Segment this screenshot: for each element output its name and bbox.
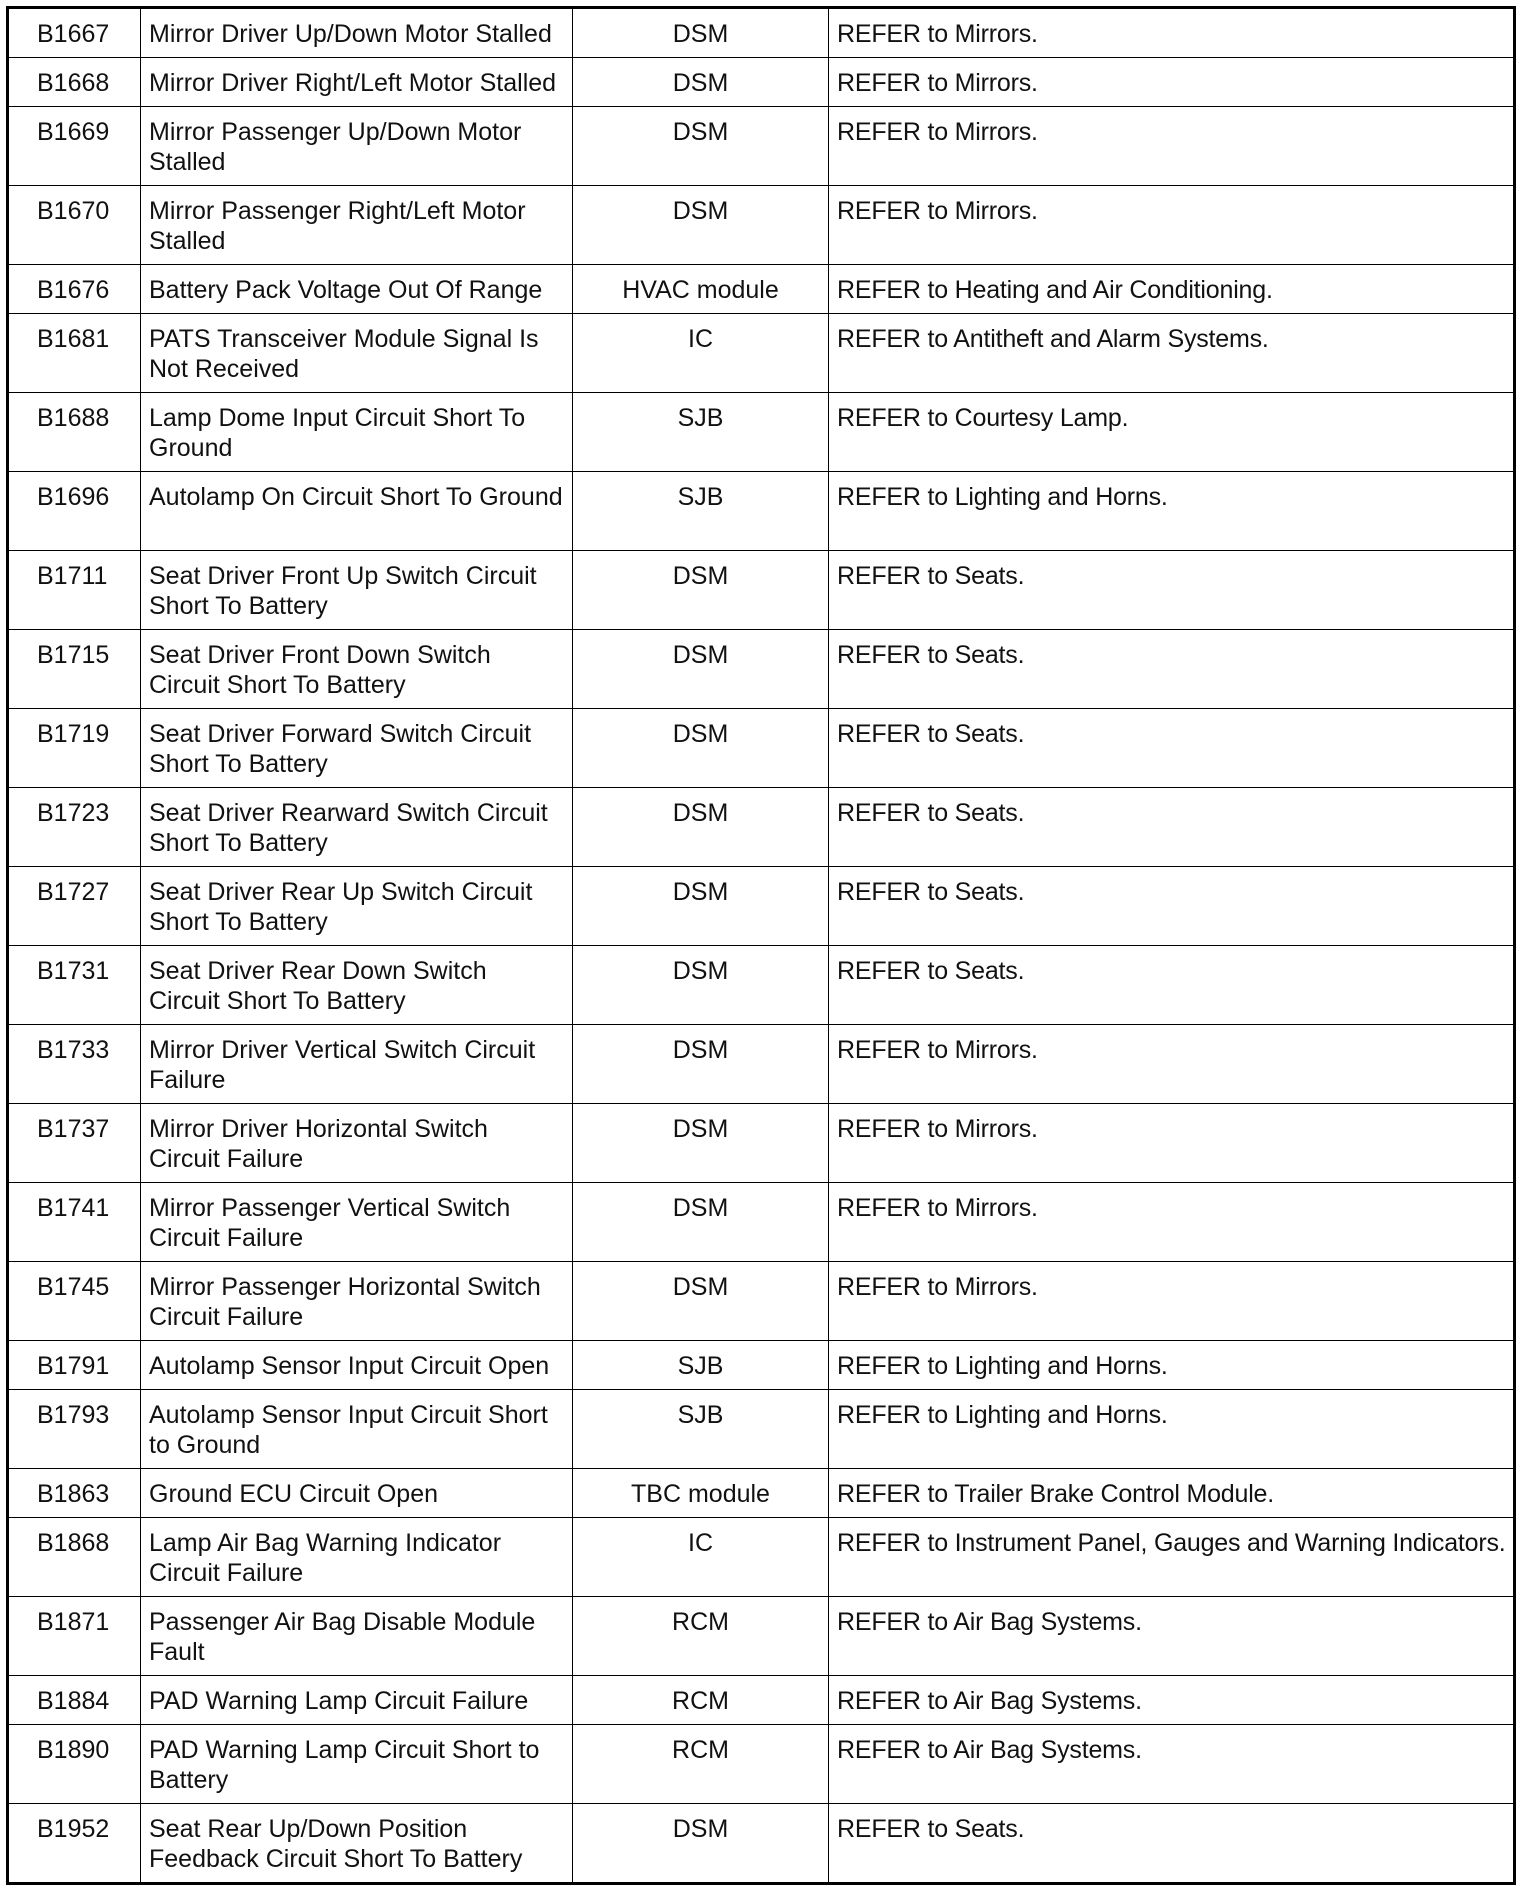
dtc-action-cell: REFER to Mirrors.: [829, 1104, 1515, 1183]
dtc-action-cell: REFER to Lighting and Horns.: [829, 1390, 1515, 1469]
dtc-code-cell: B1884: [8, 1676, 141, 1725]
dtc-code-cell: B1719: [8, 709, 141, 788]
table-row: [8, 1341, 1515, 1390]
table-row: [8, 265, 1515, 314]
dtc-module-cell: RCM: [573, 1597, 829, 1676]
dtc-action-cell: REFER to Air Bag Systems.: [829, 1725, 1515, 1804]
table-row: [8, 472, 1515, 551]
dtc-action-cell: REFER to Courtesy Lamp.: [829, 393, 1515, 472]
dtc-code-cell: B1793: [8, 1390, 141, 1469]
dtc-description-cell: Mirror Passenger Horizontal Switch Circuit Failure: [141, 1262, 573, 1341]
dtc-code-cell: B1723: [8, 788, 141, 867]
dtc-description-cell: Seat Driver Front Down Switch Circuit Short To Battery: [141, 630, 573, 709]
dtc-code-cell: B1727: [8, 867, 141, 946]
table-row: [8, 867, 1515, 946]
dtc-description-cell: Mirror Driver Up/Down Motor Stalled: [141, 8, 573, 58]
dtc-code-cell: B1741: [8, 1183, 141, 1262]
dtc-table: [6, 6, 1516, 1885]
dtc-code-cell: B1863: [8, 1469, 141, 1518]
dtc-description-cell: PATS Transceiver Module Signal Is Not Received: [141, 314, 573, 393]
dtc-code-cell: B1668: [8, 58, 141, 107]
table-row: [8, 393, 1515, 472]
dtc-code-cell: B1890: [8, 1725, 141, 1804]
dtc-action-cell: REFER to Seats.: [829, 867, 1515, 946]
dtc-description-cell: Autolamp On Circuit Short To Ground: [141, 472, 573, 551]
dtc-code-cell: B1731: [8, 946, 141, 1025]
dtc-description-cell: Mirror Driver Right/Left Motor Stalled: [141, 58, 573, 107]
dtc-module-cell: RCM: [573, 1725, 829, 1804]
table-row: [8, 1518, 1515, 1597]
dtc-code-cell: B1676: [8, 265, 141, 314]
table-row: [8, 1676, 1515, 1725]
dtc-code-cell: B1791: [8, 1341, 141, 1390]
dtc-description-cell: Lamp Dome Input Circuit Short To Ground: [141, 393, 573, 472]
dtc-module-cell: DSM: [573, 1804, 829, 1884]
dtc-action-cell: REFER to Mirrors.: [829, 58, 1515, 107]
dtc-action-cell: REFER to Seats.: [829, 788, 1515, 867]
table-row: [8, 1597, 1515, 1676]
table-row: [8, 630, 1515, 709]
dtc-module-cell: DSM: [573, 186, 829, 265]
dtc-module-cell: SJB: [573, 472, 829, 551]
dtc-module-cell: TBC module: [573, 1469, 829, 1518]
dtc-description-cell: Ground ECU Circuit Open: [141, 1469, 573, 1518]
dtc-action-cell: REFER to Instrument Panel, Gauges and Warning Indicators.: [829, 1518, 1515, 1597]
dtc-code-cell: B1745: [8, 1262, 141, 1341]
dtc-module-cell: DSM: [573, 1104, 829, 1183]
dtc-code-cell: B1715: [8, 630, 141, 709]
dtc-description-cell: Seat Driver Rear Up Switch Circuit Short To Battery: [141, 867, 573, 946]
dtc-code-cell: B1681: [8, 314, 141, 393]
dtc-code-cell: B1696: [8, 472, 141, 551]
dtc-module-cell: SJB: [573, 1341, 829, 1390]
dtc-description-cell: Seat Driver Forward Switch Circuit Short To Battery: [141, 709, 573, 788]
dtc-description-cell: Mirror Driver Vertical Switch Circuit Failure: [141, 1025, 573, 1104]
table-row: [8, 1262, 1515, 1341]
dtc-action-cell: REFER to Heating and Air Conditioning.: [829, 265, 1515, 314]
table-row: [8, 1725, 1515, 1804]
table-row: [8, 709, 1515, 788]
dtc-module-cell: DSM: [573, 709, 829, 788]
dtc-module-cell: DSM: [573, 58, 829, 107]
dtc-description-cell: Seat Rear Up/Down Position Feedback Circuit Short To Battery: [141, 1804, 573, 1884]
dtc-description-cell: PAD Warning Lamp Circuit Failure: [141, 1676, 573, 1725]
table-row: [8, 1804, 1515, 1884]
dtc-description-cell: Mirror Passenger Right/Left Motor Stalled: [141, 186, 573, 265]
dtc-action-cell: REFER to Lighting and Horns.: [829, 472, 1515, 551]
dtc-module-cell: SJB: [573, 1390, 829, 1469]
dtc-action-cell: REFER to Lighting and Horns.: [829, 1341, 1515, 1390]
dtc-action-cell: REFER to Seats.: [829, 551, 1515, 630]
dtc-module-cell: DSM: [573, 107, 829, 186]
dtc-code-cell: B1952: [8, 1804, 141, 1884]
dtc-action-cell: REFER to Air Bag Systems.: [829, 1676, 1515, 1725]
dtc-module-cell: DSM: [573, 1025, 829, 1104]
dtc-description-cell: Mirror Passenger Up/Down Motor Stalled: [141, 107, 573, 186]
dtc-module-cell: RCM: [573, 1676, 829, 1725]
table-row: [8, 8, 1515, 58]
dtc-description-cell: Mirror Passenger Vertical Switch Circuit Failure: [141, 1183, 573, 1262]
table-row: [8, 1469, 1515, 1518]
dtc-action-cell: REFER to Mirrors.: [829, 8, 1515, 58]
dtc-action-cell: REFER to Mirrors.: [829, 107, 1515, 186]
dtc-action-cell: REFER to Air Bag Systems.: [829, 1597, 1515, 1676]
table-row: [8, 186, 1515, 265]
dtc-description-cell: Seat Driver Rearward Switch Circuit Short To Battery: [141, 788, 573, 867]
table-row: [8, 107, 1515, 186]
dtc-module-cell: DSM: [573, 1262, 829, 1341]
dtc-action-cell: REFER to Mirrors.: [829, 1183, 1515, 1262]
dtc-code-cell: B1868: [8, 1518, 141, 1597]
dtc-description-cell: Seat Driver Rear Down Switch Circuit Short To Battery: [141, 946, 573, 1025]
dtc-code-cell: B1871: [8, 1597, 141, 1676]
dtc-module-cell: DSM: [573, 551, 829, 630]
dtc-code-cell: B1688: [8, 393, 141, 472]
dtc-module-cell: DSM: [573, 946, 829, 1025]
table-row: [8, 1390, 1515, 1469]
table-row: [8, 1104, 1515, 1183]
dtc-description-cell: Lamp Air Bag Warning Indicator Circuit Failure: [141, 1518, 573, 1597]
dtc-description-cell: Seat Driver Front Up Switch Circuit Short To Battery: [141, 551, 573, 630]
dtc-action-cell: REFER to Seats.: [829, 946, 1515, 1025]
dtc-action-cell: REFER to Mirrors.: [829, 186, 1515, 265]
dtc-code-cell: B1733: [8, 1025, 141, 1104]
dtc-description-cell: Battery Pack Voltage Out Of Range: [141, 265, 573, 314]
dtc-module-cell: IC: [573, 1518, 829, 1597]
dtc-code-cell: B1670: [8, 186, 141, 265]
table-row: [8, 1183, 1515, 1262]
dtc-description-cell: Autolamp Sensor Input Circuit Short to Ground: [141, 1390, 573, 1469]
dtc-table-body: [8, 8, 1515, 1884]
dtc-action-cell: REFER to Seats.: [829, 709, 1515, 788]
dtc-module-cell: DSM: [573, 788, 829, 867]
dtc-code-cell: B1669: [8, 107, 141, 186]
dtc-module-cell: HVAC module: [573, 265, 829, 314]
dtc-code-cell: B1737: [8, 1104, 141, 1183]
dtc-action-cell: REFER to Antitheft and Alarm Systems.: [829, 314, 1515, 393]
dtc-module-cell: SJB: [573, 393, 829, 472]
dtc-module-cell: IC: [573, 314, 829, 393]
dtc-action-cell: REFER to Mirrors.: [829, 1262, 1515, 1341]
dtc-code-cell: B1667: [8, 8, 141, 58]
dtc-action-cell: REFER to Seats.: [829, 630, 1515, 709]
table-row: [8, 1025, 1515, 1104]
table-row: [8, 314, 1515, 393]
dtc-action-cell: REFER to Trailer Brake Control Module.: [829, 1469, 1515, 1518]
dtc-module-cell: DSM: [573, 8, 829, 58]
dtc-action-cell: REFER to Mirrors.: [829, 1025, 1515, 1104]
table-row: [8, 946, 1515, 1025]
dtc-code-cell: B1711: [8, 551, 141, 630]
dtc-module-cell: DSM: [573, 630, 829, 709]
dtc-description-cell: PAD Warning Lamp Circuit Short to Battery: [141, 1725, 573, 1804]
dtc-action-cell: REFER to Seats.: [829, 1804, 1515, 1884]
dtc-description-cell: Mirror Driver Horizontal Switch Circuit Failure: [141, 1104, 573, 1183]
table-row: [8, 58, 1515, 107]
dtc-description-cell: Autolamp Sensor Input Circuit Open: [141, 1341, 573, 1390]
dtc-module-cell: DSM: [573, 1183, 829, 1262]
table-row: [8, 788, 1515, 867]
dtc-description-cell: Passenger Air Bag Disable Module Fault: [141, 1597, 573, 1676]
dtc-module-cell: DSM: [573, 867, 829, 946]
table-row: [8, 551, 1515, 630]
